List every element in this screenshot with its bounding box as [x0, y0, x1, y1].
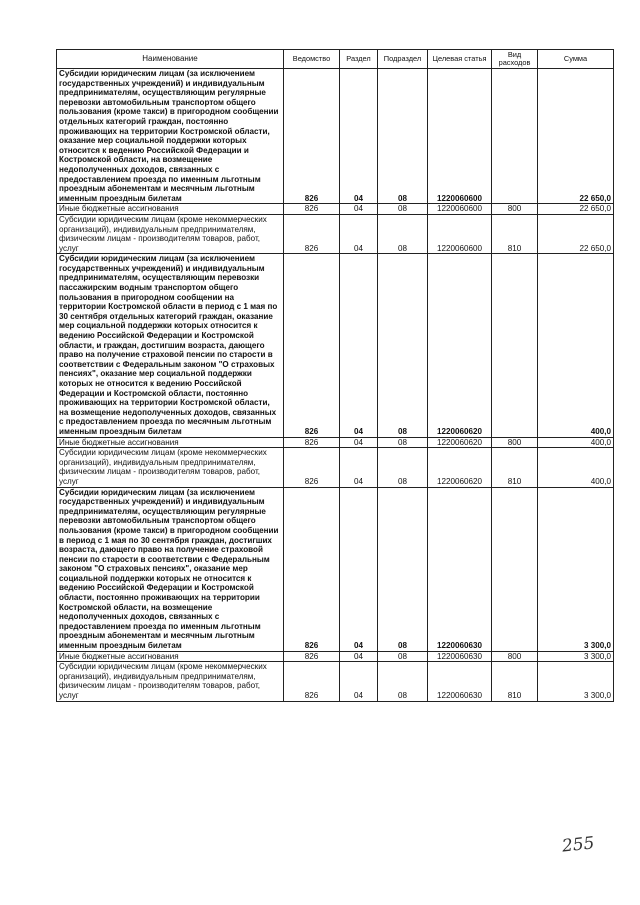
row-section: 04	[340, 69, 378, 204]
row-exp-type	[492, 69, 538, 204]
row-section: 04	[340, 204, 378, 215]
row-target: 1220060600	[428, 204, 492, 215]
row-name: Субсидии юридическим лицам (за исключением государственных учреждений) и индивидуальным предпринимателям, осуществляющим регулярные перевозки автомобильным транспортом общего пользования (кроме такси) в пригородном сообщении отдельных категорий граждан, постоянно проживающих на территории Костромской области, оказание мер социальной поддержки которых относится к ведению Российской Федерации и Костромской области, на возмещение недополученных доходов, связанных с предоставлением проезда по именным льготным проездным абонементам и месячным льготным именным проездным билетам	[57, 69, 284, 204]
handwritten-page-number: 255	[561, 833, 596, 857]
row-section: 04	[340, 487, 378, 651]
row-subsection: 08	[378, 214, 428, 253]
row-dept: 826	[284, 651, 340, 662]
row-dept: 826	[284, 437, 340, 448]
table-body	[57, 69, 614, 702]
row-sum: 3 300,0	[538, 662, 614, 701]
row-dept: 826	[284, 69, 340, 204]
row-dept: 826	[284, 204, 340, 215]
row-sum: 400,0	[538, 254, 614, 437]
row-exp-type	[492, 254, 538, 437]
row-name: Субсидии юридическим лицам (за исключением государственных учреждений) и индивидуальным предпринимателям, осуществляющим перевозки пассажирским водным транспортом общего пользования в пригородном сообщении на территории Костромской области в период с 1 мая по 30 сентября отдельных категорий граждан, оказание мер социальной поддержки которых относится к ведению Российской Федерации и Костромской области, и граждан, достигшим возраста, дающего право на получение страховой пенсии по старости в соответствии с Федеральным законом "О страховых пенсиях", оказание мер социальной поддержки которых не относится к ведению Российской Федерации и Костромской области, постоянно проживающих на территории Костромской области, на возмещение недополученных доходов, связанных с предоставлением проезда по месячным льготным именным проездным билетам	[57, 254, 284, 437]
row-dept: 826	[284, 662, 340, 701]
row-subsection: 08	[378, 448, 428, 487]
row-sum: 3 300,0	[538, 487, 614, 651]
row-exp-type: 800	[492, 651, 538, 662]
table-row	[57, 448, 614, 487]
row-name: Субсидии юридическим лицам (кроме некоммерческих организаций), индивидуальным предпринимателям, физическим лицам - производителям товаров, работ, услуг	[57, 214, 284, 253]
row-subsection: 08	[378, 651, 428, 662]
row-name: Субсидии юридическим лицам (кроме некоммерческих организаций), индивидуальным предпринимателям, физическим лицам - производителям товаров, работ, услуг	[57, 448, 284, 487]
row-sum: 400,0	[538, 448, 614, 487]
row-exp-type	[492, 487, 538, 651]
row-sum: 400,0	[538, 437, 614, 448]
table-row	[57, 662, 614, 701]
table-row	[57, 651, 614, 662]
header-dept: Ведомство	[284, 50, 340, 69]
row-section: 04	[340, 662, 378, 701]
row-target: 1220060630	[428, 651, 492, 662]
row-exp-type: 810	[492, 662, 538, 701]
header-name: Наименование	[57, 50, 284, 69]
header-section: Раздел	[340, 50, 378, 69]
row-section: 04	[340, 214, 378, 253]
row-section: 04	[340, 448, 378, 487]
row-name: Иные бюджетные ассигнования	[57, 651, 284, 662]
row-dept: 826	[284, 214, 340, 253]
row-subsection: 08	[378, 204, 428, 215]
table-row	[57, 69, 614, 204]
table-header	[57, 50, 614, 69]
row-subsection: 08	[378, 69, 428, 204]
row-target: 1220060630	[428, 487, 492, 651]
row-exp-type: 810	[492, 214, 538, 253]
row-target: 1220060620	[428, 437, 492, 448]
row-dept: 826	[284, 448, 340, 487]
row-subsection: 08	[378, 662, 428, 701]
row-subsection: 08	[378, 437, 428, 448]
table-row	[57, 254, 614, 437]
row-name: Иные бюджетные ассигнования	[57, 437, 284, 448]
row-exp-type: 810	[492, 448, 538, 487]
row-subsection: 08	[378, 254, 428, 437]
row-target: 1220060620	[428, 448, 492, 487]
row-sum: 22 650,0	[538, 69, 614, 204]
row-section: 04	[340, 254, 378, 437]
row-name: Иные бюджетные ассигнования	[57, 204, 284, 215]
header-subsection: Подраздел	[378, 50, 428, 69]
table-row	[57, 487, 614, 651]
row-name: Субсидии юридическим лицам (за исключением государственных учреждений) и индивидуальным предпринимателям, осуществляющим регулярные перевозки автомобильным транспортом общего пользования (кроме такси) в пригородном сообщении в период с 1 мая по 30 сентября граждан, достигших возраста, дающего право на получение страховой пенсии по старости в соответствии с Федеральным законом "О страховых пенсиях", оказание мер социальной поддержки которых не относится к ведению Российской Федерации и Костромской области, постоянно проживающих на территории Костромской области, на возмещение недополученных доходов, связанных с предоставлением проезда по именным льготным проездным абонементам и месячным льготным именным проездным билетам	[57, 487, 284, 651]
row-exp-type: 800	[492, 437, 538, 448]
row-sum: 3 300,0	[538, 651, 614, 662]
row-target: 1220060620	[428, 254, 492, 437]
row-dept: 826	[284, 487, 340, 651]
row-sum: 22 650,0	[538, 214, 614, 253]
header-row	[57, 50, 614, 69]
table-row	[57, 214, 614, 253]
header-exp-type: Вид расходов	[492, 50, 538, 69]
table-row	[57, 437, 614, 448]
row-target: 1220060630	[428, 662, 492, 701]
row-subsection: 08	[378, 487, 428, 651]
row-sum: 22 650,0	[538, 204, 614, 215]
table-row	[57, 204, 614, 215]
header-target: Целевая статья	[428, 50, 492, 69]
budget-table	[56, 49, 614, 702]
row-exp-type: 800	[492, 204, 538, 215]
row-section: 04	[340, 437, 378, 448]
row-dept: 826	[284, 254, 340, 437]
row-section: 04	[340, 651, 378, 662]
row-target: 1220060600	[428, 214, 492, 253]
header-sum: Сумма	[538, 50, 614, 69]
row-name: Субсидии юридическим лицам (кроме некоммерческих организаций), индивидуальным предпринимателям, физическим лицам - производителям товаров, работ, услуг	[57, 662, 284, 701]
row-target: 1220060600	[428, 69, 492, 204]
